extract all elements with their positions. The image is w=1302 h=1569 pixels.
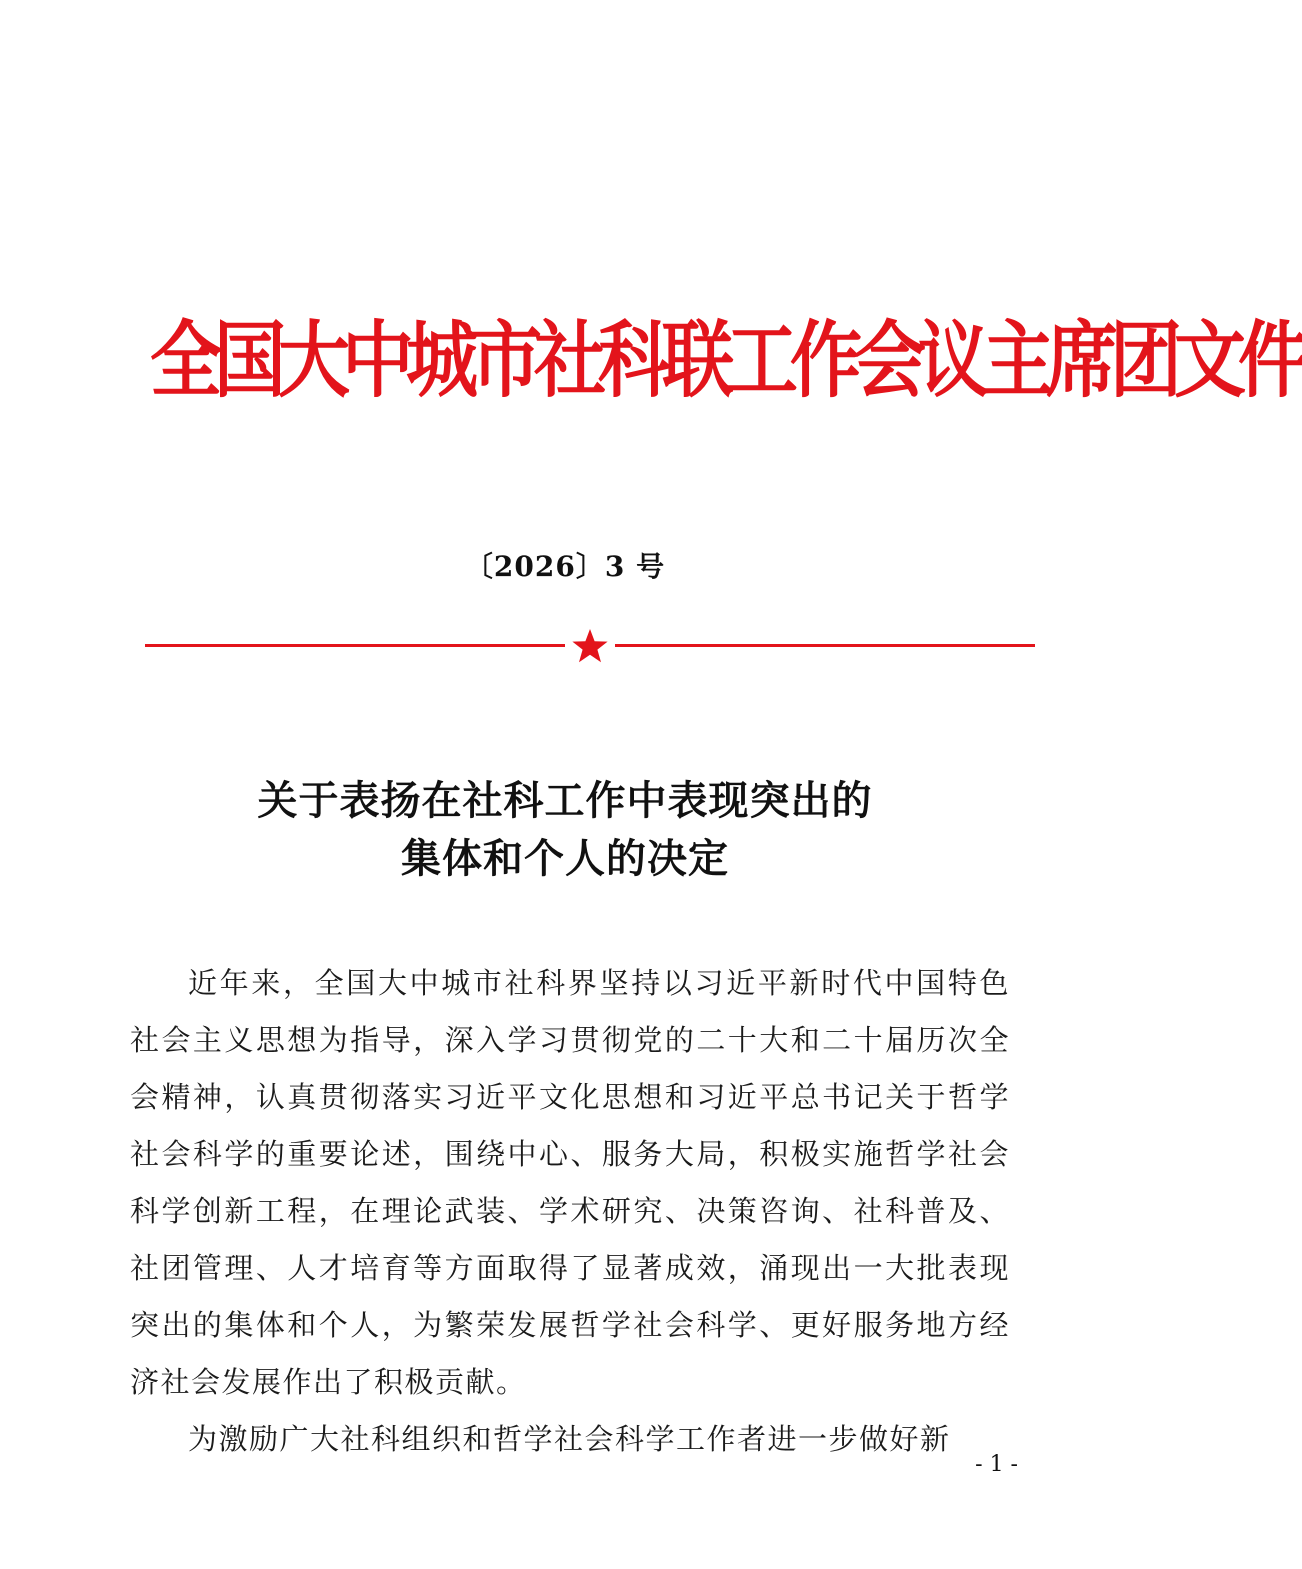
title-line-1: 关于表扬在社科工作中表现突出的	[257, 777, 873, 824]
star-icon	[571, 627, 609, 665]
title-line-2: 集体和个人的决定	[401, 835, 729, 882]
document-title	[0, 772, 1130, 888]
body-paragraph: 为激励广大社科组织和哲学社会科学工作者进一步做好新	[188, 1422, 951, 1456]
red-divider	[145, 625, 1035, 669]
page-number: - 1 -	[975, 1452, 1018, 1477]
divider-line-right	[615, 644, 1035, 647]
divider-line-left	[145, 644, 565, 647]
body-paragraph: 近年来，全国大中城市社科界坚持以习近平新时代中国特色社会主义思想为指导，深入学习贯彻党的二十大和二十届历次全会精神，认真贯彻落实习近平文化思想和习近平总书记关于哲学社会科学的重要论述，围绕中心、服务大局，积极实施哲学社会科学创新工程，在理论武装、学术研究、决策咨询、社科普及、社团管理、人才培育等方面取得了显著成效，涌现出一大批表现突出的集体和个人，为繁荣发展哲学社会科学、更好服务地方经济社会发展作出了积极贡献。	[130, 966, 1010, 1399]
document-number: 〔2026〕3 号	[464, 550, 666, 583]
issuer-heading: 全国大中城市社科联工作会议主席团文件	[150, 311, 1302, 409]
document-body	[130, 955, 1010, 1468]
